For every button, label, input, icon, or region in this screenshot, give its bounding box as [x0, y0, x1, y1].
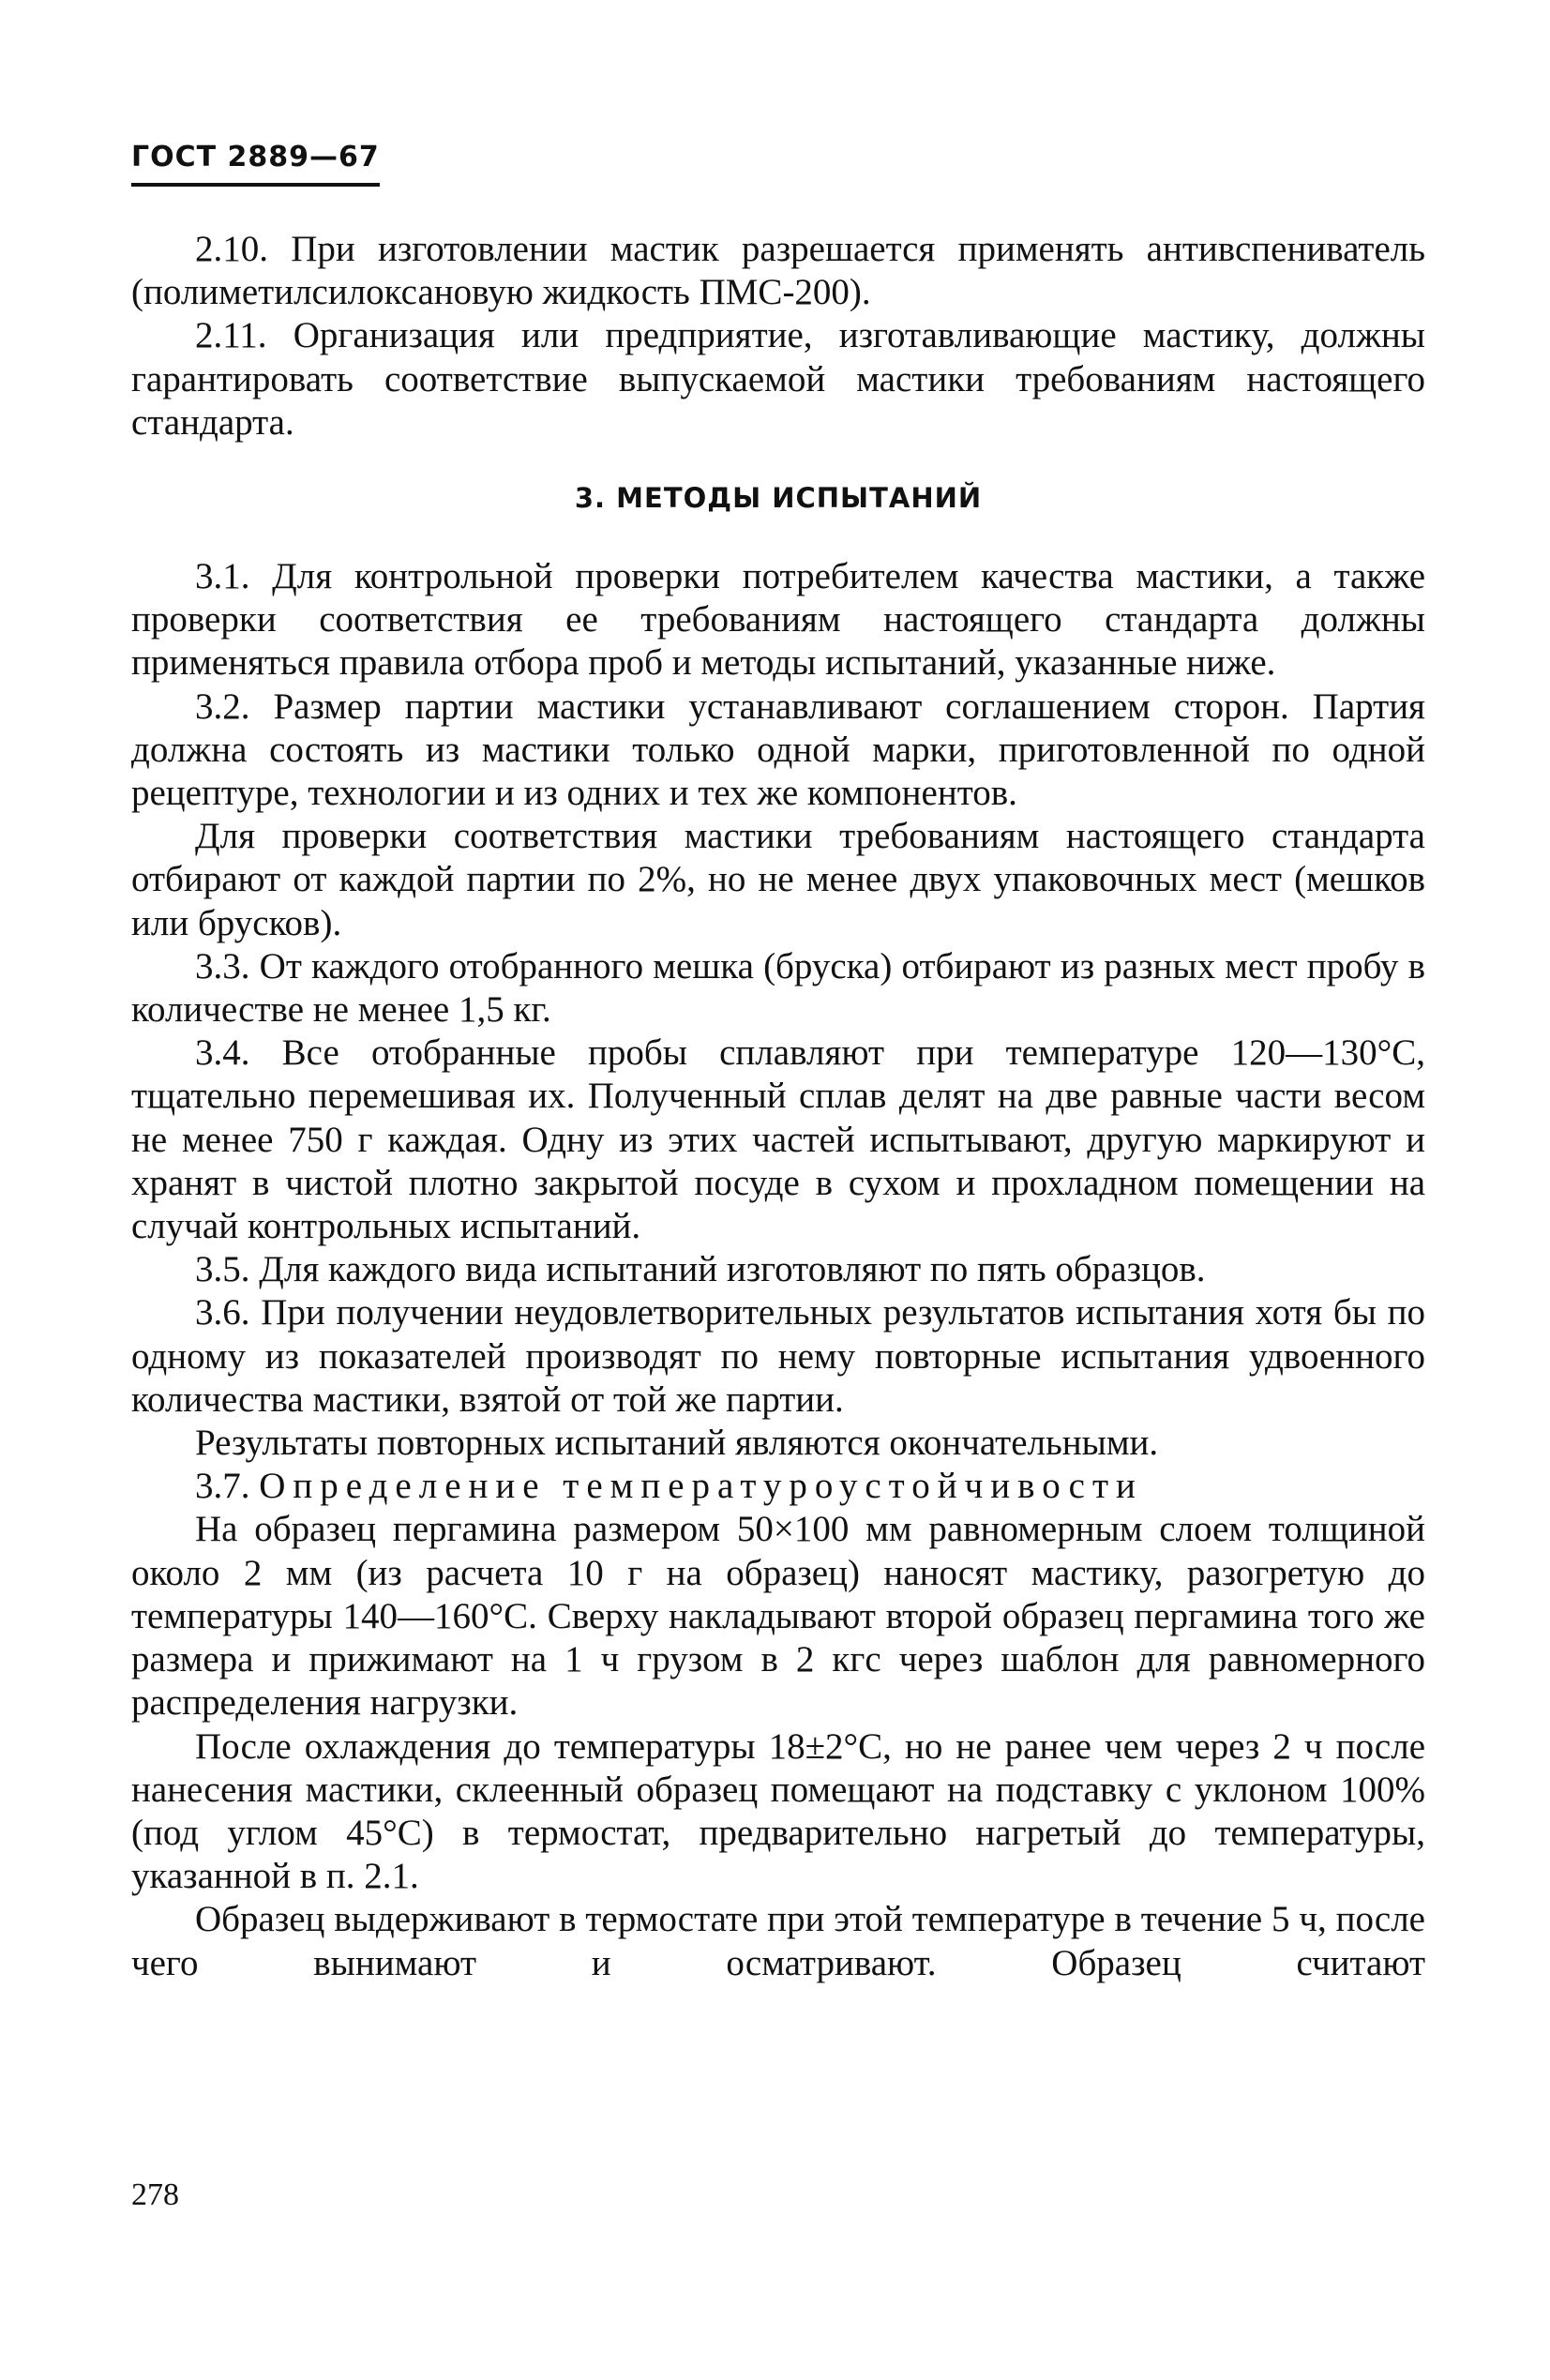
- paragraph-3-6-continued: Результаты повторных испытаний являются окончательными.: [195, 1423, 1159, 1464]
- document-header: ГОСТ 2889—67: [131, 141, 380, 187]
- page-number: 278: [131, 2177, 179, 2212]
- document-page: [131, 141, 1425, 1985]
- paragraph-3-7-c: Образец выдерживают в термостате при этой температуре в течение 5 ч, после чего вынимают и осматривают. Образец считают: [131, 1899, 1425, 1983]
- paragraph-3-6: 3.6. При получении неудовлетворительных результатов испытания хотя бы по одному из показателей производят по нему повторные испытания удвоенного количества мастики, взятой от той же партии.: [131, 1292, 1425, 1420]
- paragraph-2-10: 2.10. При изготовлении мастик разрешается применять антивспениватель (полиметилсилоксановую жидкость ПМС-200).: [131, 229, 1425, 313]
- paragraph-3-2-continued: Для проверки соответствия мастики требованиям настоящего стандарта отбирают от каждой партии по 2%, но не менее двух упаковочных мест (мешков или брусков).: [131, 816, 1425, 943]
- paragraph-3-2: 3.2. Размер партии мастики устанавливают соглашением сторон. Партия должна состоять из мастики только одной марки, приготовленной по одной рецептуре, технологии и из одних и тех же компонентов.: [131, 685, 1425, 814]
- subsection-number: 3.7.: [195, 1466, 250, 1507]
- paragraph-3-5: 3.5. Для каждого вида испытаний изготовляют по пять образцов.: [195, 1249, 1206, 1290]
- subsection-3-7-heading: [131, 1465, 1425, 1508]
- paragraph-3-4: 3.4. Все отобранные пробы сплавляют при температуре 120—130°С, тщательно перемешивая их. Полученный сплав делят на две равные части весом не менее 750 г каждая. Одну из этих частей испытывают, другую маркируют и хранят в чистой плотно закрытой посуде в сухом и прохладном помещении на случай контрольных испытаний.: [131, 1032, 1425, 1247]
- section-title: 3. МЕТОДЫ ИСПЫТАНИЙ: [574, 482, 983, 515]
- paragraph-3-3: 3.3. От каждого отобранного мешка (бруска) отбирают из разных мест пробу в количестве не менее 1,5 кг.: [131, 945, 1425, 1031]
- subsection-title: Определение температуроустойчивости: [259, 1466, 1143, 1507]
- paragraph-3-1: 3.1. Для контрольной проверки потребителем качества мастики, а также проверки соответствия ее требованиям настоящего стандарта должны применяться правила отбора проб и методы испытаний, указанные ниже.: [131, 556, 1425, 684]
- paragraph-3-7-b: После охлаждения до температуры 18±2°С, но не ранее чем через 2 ч после нанесения мастики, склеенный образец помещают на подставку с уклоном 100% (под углом 45°С) в термостат, предварительно нагретый до температуры, указанной в п. 2.1.: [131, 1725, 1425, 1897]
- paragraph-2-11: 2.11. Организация или предприятие, изготавливающие мастику, должны гарантировать соответствие выпускаемой мастики требованиям настоящего стандарта.: [131, 315, 1425, 443]
- paragraph-3-7-a: На образец пергамина размером 50×100 мм равномерным слоем толщиной около 2 мм (из расчета 10 г на образец) наносят мастику, разогретую до температуры 140—160°С. Сверху накладывают второй образец пергамина того же размера и прижимают на 1 ч грузом в 2 кгс через шаблон для равномерного распределения нагрузки.: [131, 1509, 1425, 1724]
